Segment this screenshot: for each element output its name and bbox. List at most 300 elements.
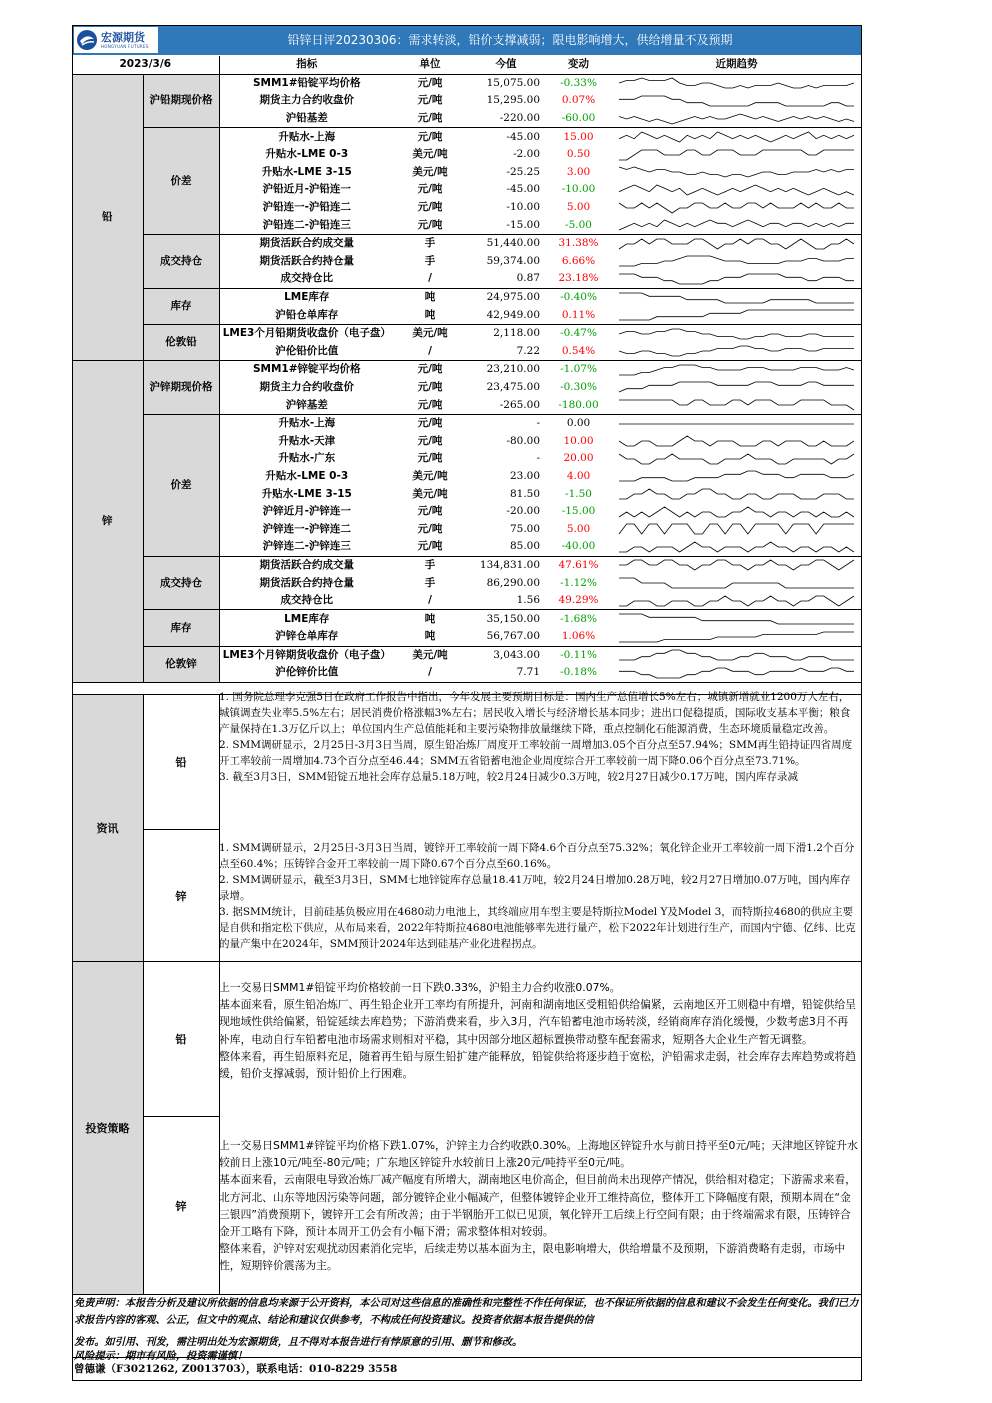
- trend-sparkline: [617, 629, 856, 645]
- group-label: 价差: [143, 128, 219, 235]
- indicator-change: -1.07%: [560, 363, 597, 376]
- indicator-trend: [611, 485, 862, 503]
- trend-line: [619, 114, 854, 124]
- indicator-name: LME3个月铅期货收盘价（电子盘）: [222, 327, 391, 340]
- indicator-change: -1.12%: [560, 576, 597, 589]
- indicator-unit: 吨: [394, 306, 466, 324]
- indicator-trend: [611, 181, 862, 199]
- indicator-change: 20.00: [563, 452, 594, 465]
- trend-line: [619, 274, 854, 284]
- indicator-unit: 美元/吨: [412, 165, 448, 178]
- report-sheet: [72, 25, 862, 1381]
- trend-line: [619, 400, 854, 410]
- trend-line: [619, 560, 854, 570]
- indicator-trend: [611, 343, 862, 361]
- indicator-trend: [611, 146, 862, 164]
- group-label: 伦敦铅: [143, 324, 219, 360]
- indicator-value: -25.25: [506, 165, 541, 178]
- indicator-change: 0.54%: [546, 343, 611, 361]
- indicator-value: 7.22: [466, 343, 546, 361]
- indicator-name: 沪锌连二-沪锌连三: [219, 538, 394, 556]
- strategy-section: [72, 961, 862, 1294]
- trend-line: [619, 489, 854, 499]
- indicator-value: 15,075.00: [486, 76, 541, 89]
- trend-line: [619, 78, 854, 88]
- indicator-value: 23,210.00: [486, 363, 541, 376]
- news-zinc-label: 锌: [143, 830, 220, 962]
- news-section: [72, 691, 862, 961]
- indicator-unit: 元/吨: [417, 434, 443, 447]
- indicator-unit: 元/吨: [417, 201, 443, 214]
- indicator-unit: 手: [424, 254, 436, 267]
- table-row: [72, 324, 862, 342]
- indicator-name: 沪铅基差: [219, 110, 394, 128]
- indicator-name: 期货活跃合约持仓量: [259, 576, 355, 589]
- trend-line: [619, 293, 854, 303]
- indicator-name: 沪铅近月-沪铅连一: [262, 183, 351, 196]
- trend-sparkline: [617, 164, 856, 180]
- indicator-value: 1.56: [466, 592, 546, 610]
- indicator-trend: [611, 556, 862, 574]
- indicator-name: 沪锌近月-沪锌连一: [262, 505, 351, 518]
- indicator-change: -0.18%: [546, 664, 611, 682]
- indicator-value: -15.00: [466, 216, 546, 234]
- trend-sparkline: [617, 236, 856, 252]
- trend-sparkline: [617, 665, 856, 681]
- logo-icon: [76, 29, 98, 51]
- news-zinc-item: 3. 据SMM统计，目前硅基负极应用在4680动力电池上，其终端应用车型主要是特斯拉Model Y及Model 3，而特斯拉4680的供应主要是自供和指定松下供应，从布局来看，2022年特斯拉4680电池能够率先进行量产，松下2022年计划进行生产，而国内宁德、亿纬、比克的量产集中在2024年，SMM预计2024年达到硅基产业化进程拐点。: [219, 906, 856, 950]
- news-lead-label: 铅: [143, 695, 220, 830]
- group-label: 沪锌期现价格: [143, 361, 219, 415]
- strategy-zinc-body: [219, 1137, 858, 1293]
- indicator-value: 3,043.00: [493, 648, 541, 661]
- trend-line: [619, 203, 854, 213]
- indicator-name: 沪铅仓单库存: [219, 306, 394, 324]
- trend-line: [619, 96, 854, 106]
- trend-line: [619, 507, 854, 517]
- strategy-zinc-item: 整体来看，沪锌对宏观扰动因素消化完毕，后续走势以基本面为主，限电影响增大，供给增量不及预期，下游消费略有走弱，市场中性，短期锌价震荡为主。: [219, 1242, 846, 1273]
- indicator-unit: 元/吨: [417, 363, 443, 376]
- indicator-trend: [611, 628, 862, 646]
- indicator-change: -1.68%: [560, 612, 597, 625]
- indicator-change: 0.07%: [561, 94, 596, 107]
- indicator-unit: 元/吨: [417, 183, 443, 196]
- indicator-unit: 元/吨: [417, 94, 443, 107]
- trend-sparkline: [617, 504, 856, 520]
- indicator-name: 升贴水-LME 0-3: [265, 148, 349, 161]
- indicator-change: 0.50: [566, 148, 591, 161]
- indicator-table: [72, 56, 862, 683]
- strategy-lead-label: 铅: [143, 962, 220, 1117]
- indicator-name: 成交持仓比: [219, 592, 394, 610]
- indicator-trend: [611, 503, 862, 521]
- indicator-unit: 元/吨: [417, 505, 443, 518]
- indicator-trend: [611, 110, 862, 128]
- news-lead-item: 1. 国务院总理李克强5日在政府工作报告中指出，今年发展主要预期目标是：国内生产总值增长5%左右；城镇新增就业1200万人左右，城镇调查失业率5.5%左右；居民消费价格涨幅3%左右；居民收入增长与经济增长基本同步；进出口促稳提质，国际收支基本平衡；粮食产量保持在1.3万亿斤以上；单位国内生产总值能耗和主要污染物排放量继续下降，重点控制化石能源消费，生态环境质量稳定改善。: [219, 691, 851, 735]
- trend-line: [619, 524, 854, 534]
- table-row: [72, 610, 862, 628]
- indicator-trend: [611, 664, 862, 682]
- indicator-change: -0.33%: [560, 76, 597, 89]
- indicator-name: 沪锌连一-沪锌连二: [262, 522, 351, 535]
- disclaimer: [72, 1294, 862, 1362]
- trend-sparkline: [617, 486, 856, 502]
- indicator-value: -220.00: [466, 110, 546, 128]
- indicator-name: 升贴水-LME 3-15: [261, 165, 352, 178]
- trend-sparkline: [617, 129, 856, 145]
- indicator-trend: [611, 646, 862, 664]
- logo-name: 宏源期货: [101, 30, 145, 44]
- indicator-unit: /: [394, 343, 466, 361]
- indicator-unit: 美元/吨: [412, 469, 448, 482]
- indicator-change: -0.30%: [560, 380, 597, 393]
- news-label: 资讯: [72, 695, 144, 961]
- trend-line: [619, 167, 854, 177]
- table-row: [72, 128, 862, 146]
- indicator-name: 升贴水-上海: [278, 130, 336, 143]
- indicator-trend: [611, 324, 862, 342]
- trend-line: [619, 239, 854, 249]
- trend-sparkline: [617, 647, 856, 663]
- indicator-unit: 吨: [394, 628, 466, 646]
- trend-line: [619, 185, 854, 195]
- indicator-name: 期货活跃合约成交量: [259, 558, 355, 571]
- trend-sparkline: [617, 539, 856, 555]
- company-logo: [74, 27, 158, 53]
- news-zinc-body: [219, 840, 858, 960]
- table-row: [72, 361, 862, 379]
- indicator-change: -60.00: [546, 110, 611, 128]
- indicator-name: 沪锌仓单库存: [219, 628, 394, 646]
- trend-line: [619, 614, 854, 624]
- trend-line: [619, 632, 854, 642]
- strategy-zinc-label: 锌: [143, 1117, 220, 1295]
- trend-line: [619, 668, 854, 678]
- trend-sparkline: [617, 397, 856, 413]
- disclaimer-publish: 发布。如引用、刊发，需注明出处为宏源期货，且不得对本报告进行有悖原意的引用、删节和修改。: [74, 1337, 523, 1348]
- indicator-change: 6.66%: [561, 254, 596, 267]
- indicator-unit: 手: [424, 558, 436, 571]
- indicator-change: -40.00: [546, 538, 611, 556]
- indicator-trend: [611, 199, 862, 217]
- news-zinc-item: 1. SMM调研显示，2月25日-3月3日当周，镀锌开工率较前一周下降4.6个百分点至75.32%；氧化锌企业开工率较前一周下滑1.2个百分点至60.4%；压铸锌合金开工率较前一周下降0.67个百分点至60.16%。: [219, 842, 855, 870]
- trend-line: [619, 596, 854, 606]
- indicator-unit: 元/吨: [417, 417, 443, 430]
- indicator-value: -45.00: [506, 183, 541, 196]
- trend-sparkline: [617, 468, 856, 484]
- indicator-value: 85.00: [466, 538, 546, 556]
- logo-name-en: HONGYUAN FUTURES: [101, 43, 149, 49]
- strategy-lead-body: [219, 979, 858, 1117]
- indicator-trend: [611, 270, 862, 288]
- indicator-unit: /: [394, 592, 466, 610]
- strategy-lead-item: 上一交易日SMM1#铅锭平均价格较前一日下跌0.33%，沪铅主力合约收涨0.07%。: [219, 981, 621, 994]
- table-header-row: [72, 56, 862, 74]
- strategy-lead-item: 基本面来看，原生铅冶炼厂、再生铅企业开工率均有所提升，河南和湖南地区受粗铅供给偏紧，云南地区开工则稳中有增，铅锭供给呈现地域性供给偏紧，铅锭延续去库趋势；下游消费来看，步入3月，汽车铅蓄电池市场转淡，经销商库存消化缓慢，少数考虑3月不再补库，电动自行车铅蓄电池市场需求则相对平稳，其中因部分地区超标置换带动整车配套需求，短期各大企业生产暂无调整。: [219, 998, 857, 1046]
- indicator-unit: /: [394, 664, 466, 682]
- trend-sparkline: [617, 111, 856, 127]
- indicator-name: 沪锌基差: [219, 396, 394, 414]
- indicator-unit: 吨: [424, 612, 436, 625]
- trend-sparkline: [617, 343, 856, 359]
- trend-sparkline: [617, 326, 856, 342]
- indicator-trend: [611, 396, 862, 414]
- trend-line: [619, 132, 854, 142]
- indicator-trend: [611, 288, 862, 306]
- group-label: 成交持仓: [143, 556, 219, 610]
- trend-line: [619, 542, 854, 552]
- indicator-unit: 美元/吨: [412, 327, 448, 340]
- trend-sparkline: [617, 182, 856, 198]
- indicator-value: 59,374.00: [486, 254, 541, 267]
- indicator-name: 期货活跃合约成交量: [259, 237, 355, 250]
- indicator-change: 10.00: [563, 434, 594, 447]
- strategy-zinc-item: 上一交易日SMM1#锌锭平均价格下跌1.07%，沪锌主力合约收跌0.30%。上海地区锌锭升水与前日持平至0元/吨；天津地区锌锭升水较前日上涨10元/吨至-80元/吨；广东地区锌锭升水较前日上涨20元/吨持平至0元/吨。: [219, 1139, 858, 1170]
- indicator-unit: 元/吨: [417, 452, 443, 465]
- indicator-change: 5.00: [566, 201, 591, 214]
- indicator-trend: [611, 74, 862, 92]
- indicator-unit: 元/吨: [417, 76, 443, 89]
- indicator-name: 沪铅连一-沪铅连二: [262, 201, 351, 214]
- indicator-unit: 元/吨: [394, 110, 466, 128]
- indicator-change: -5.00: [546, 216, 611, 234]
- indicator-change: -180.00: [546, 396, 611, 414]
- risk-warning: 风险提示：期市有风险，投资需谨慎！: [74, 1351, 248, 1362]
- indicator-unit: 元/吨: [394, 396, 466, 414]
- indicator-name: 期货主力合约收盘价: [259, 380, 355, 393]
- indicator-trend: [611, 414, 862, 432]
- indicator-trend: [611, 92, 862, 110]
- trend-sparkline: [617, 200, 856, 216]
- trend-sparkline: [617, 93, 856, 109]
- indicator-name: 升贴水-上海: [278, 417, 336, 430]
- indicator-value: 35,150.00: [486, 612, 541, 625]
- indicator-change: 5.00: [566, 522, 591, 535]
- indicator-change: -10.00: [561, 183, 596, 196]
- indicator-trend: [611, 468, 862, 486]
- indicator-change: 3.00: [566, 165, 591, 178]
- header-value: 今值: [466, 56, 546, 74]
- indicator-value: 56,767.00: [466, 628, 546, 646]
- news-lead-item: 3. 截至3月3日，SMM铅锭五地社会库存总量5.18万吨，较2月24日减少0.3万吨，较2月27日减少0.17万吨，国内库存录减: [219, 771, 798, 783]
- indicator-trend: [611, 610, 862, 628]
- indicator-trend: [611, 592, 862, 610]
- group-label: 伦敦锌: [143, 646, 219, 682]
- indicator-change: -0.11%: [560, 648, 597, 661]
- trend-line: [619, 150, 854, 160]
- group-label: 库存: [143, 610, 219, 646]
- indicator-value: -2.00: [513, 148, 541, 161]
- indicator-trend: [611, 253, 862, 271]
- trend-line: [619, 220, 854, 230]
- header-indicator: 指标: [219, 56, 394, 74]
- trend-sparkline: [617, 362, 856, 378]
- indicator-name: 升贴水-天津: [278, 434, 336, 447]
- trend-line: [619, 256, 854, 266]
- zinc-category-label: 锌: [72, 361, 143, 683]
- indicator-change: -0.40%: [560, 291, 597, 304]
- strategy-label: 投资策略: [72, 962, 144, 1294]
- indicator-name: 期货活跃合约持仓量: [259, 254, 355, 267]
- trend-sparkline: [617, 75, 856, 91]
- trend-line: [619, 382, 854, 392]
- indicator-trend: [611, 379, 862, 397]
- indicator-value: -20.00: [506, 505, 541, 518]
- indicator-trend: [611, 450, 862, 468]
- trend-sparkline: [617, 253, 856, 269]
- indicator-unit: 手: [424, 576, 436, 589]
- indicator-trend: [611, 216, 862, 234]
- disclaimer-text: 免责声明：本报告分析及建议所依据的信息均来源于公开资料，本公司对这些信息的准确性和完整性不作任何保证，也不保证所依据的信息和建议不会发生任何变化。我们已力求报告内容的客观、公正，但文中的观点、结论和建议仅供参考，不构成任何投资建议。投资者依据本报告提供的信: [74, 1298, 859, 1326]
- trend-sparkline: [617, 290, 856, 306]
- indicator-value: 86,290.00: [486, 576, 541, 589]
- indicator-change: 47.61%: [558, 558, 599, 571]
- indicator-value: -80.00: [506, 434, 541, 447]
- indicator-name: SMM1#锌锭平均价格: [252, 363, 361, 376]
- indicator-change: 49.29%: [546, 592, 611, 610]
- header-trend: 近期趋势: [611, 56, 862, 74]
- indicator-value: 81.50: [509, 487, 541, 500]
- indicator-unit: 手: [424, 237, 436, 250]
- indicator-name: 升贴水-LME 3-15: [261, 487, 352, 500]
- indicator-name: SMM1#铅锭平均价格: [252, 76, 361, 89]
- indicator-trend: [611, 520, 862, 538]
- group-label: 沪铅期现价格: [143, 74, 219, 128]
- indicator-name: 沪伦锌价比值: [219, 664, 394, 682]
- trend-line: [619, 310, 854, 320]
- trend-line: [619, 650, 854, 660]
- indicator-name: LME3个月锌期货收盘价（电子盘）: [222, 648, 391, 661]
- indicator-trend: [611, 361, 862, 379]
- header-unit: 单位: [394, 56, 466, 74]
- trend-sparkline: [617, 147, 856, 163]
- header-change: 变动: [546, 56, 611, 74]
- trend-line: [619, 436, 854, 446]
- indicator-name: LME库存: [284, 612, 330, 625]
- indicator-value: 7.71: [466, 664, 546, 682]
- analyst-footer: 曾德谦（F3021262, Z0013703），联系电话：010-8229 3558: [72, 1357, 862, 1381]
- trend-line: [619, 329, 854, 339]
- indicator-change: -1.50: [565, 487, 592, 500]
- indicator-unit: 元/吨: [417, 130, 443, 143]
- indicator-unit: 美元/吨: [412, 148, 448, 161]
- indicator-value: 23,475.00: [486, 380, 541, 393]
- table-row: [72, 288, 862, 306]
- indicator-value: 51,440.00: [486, 237, 541, 250]
- strategy-lead-item: 整体来看，再生铅原料充足，随着再生铅与原生铅扩建产能释放，铅锭供给将逐步趋于宽松，沪铅需求走弱，社会库存去库趋势或将趋缓，铅价支撑减弱，预计铅价上行困难。: [219, 1049, 857, 1081]
- indicator-value: 134,831.00: [479, 558, 541, 571]
- indicator-change: 1.06%: [546, 628, 611, 646]
- indicator-name: 升贴水-广东: [278, 452, 336, 465]
- table-row: [72, 414, 862, 432]
- indicator-change: 23.18%: [546, 270, 611, 288]
- indicator-trend: [611, 538, 862, 556]
- trend-sparkline: [617, 557, 856, 573]
- table-row: [72, 234, 862, 252]
- news-lead-body: [219, 689, 858, 829]
- indicator-change: 31.38%: [558, 237, 599, 250]
- table-row: [72, 646, 862, 664]
- indicator-unit: 美元/吨: [412, 487, 448, 500]
- table-row: [72, 74, 862, 92]
- indicator-name: 升贴水-LME 0-3: [265, 469, 349, 482]
- indicator-name: LME库存: [284, 291, 330, 304]
- indicator-trend: [611, 128, 862, 146]
- indicator-value: 75.00: [509, 522, 541, 535]
- indicator-value: 24,975.00: [486, 291, 541, 304]
- indicator-trend: [611, 432, 862, 450]
- indicator-value: -10.00: [506, 201, 541, 214]
- indicator-value: 0.87: [466, 270, 546, 288]
- strategy-zinc-item: 基本面来看，云南限电导致冶炼厂减产幅度有所增大，湖南地区电价高企，但目前尚未出现停产情况，供给相对稳定；下游需求来看，北方河北、山东等地因污染等问题，部分镀锌企业小幅减产，但整体镀锌企业开工维持高位，整体开工下降幅度有限，预期本周在“金三银四”消费预期下，镀锌开工会有所改善；由于半钢胎开工似已见顶，氧化锌开工后续上行空间有限；由于终端需求有限，压铸锌合金开工略有下降，预计本周开工仍会有小幅下滑；需求整体相对较弱。: [219, 1173, 857, 1239]
- trend-sparkline: [617, 611, 856, 627]
- indicator-value: -: [536, 452, 541, 465]
- news-lead-item: 2. SMM调研显示，2月25日-3月3日当周，原生铅冶炼厂周度开工率较前一周增加3.05个百分点至57.94%；SMM再生铅持证四省周度开工率较前一周增加4.73个百分点至46.44；SMM五省铅蓄电池企业周度综合开工率较前一周下降0.06个百分点至73.71%。: [219, 739, 853, 767]
- trend-sparkline: [617, 593, 856, 609]
- report-title: 铅锌日评20230306：需求转淡，铅价支撑减弱；限电影响增大，供给增量不及预期: [287, 33, 733, 47]
- indicator-unit: /: [394, 270, 466, 288]
- indicator-unit: 美元/吨: [412, 648, 448, 661]
- indicator-value: 2,118.00: [493, 327, 541, 340]
- trend-sparkline: [617, 416, 856, 432]
- trend-line: [619, 578, 854, 588]
- group-label: 价差: [143, 414, 219, 556]
- indicator-name: 沪伦铅价比值: [219, 343, 394, 361]
- lead-category-label: 铅: [72, 74, 143, 361]
- indicator-change: 4.00: [566, 469, 591, 482]
- indicator-name: 成交持仓比: [219, 270, 394, 288]
- indicator-unit: 元/吨: [417, 380, 443, 393]
- indicator-trend: [611, 574, 862, 592]
- table-row: [72, 556, 862, 574]
- indicator-change: -0.47%: [560, 327, 597, 340]
- report-header: [72, 25, 862, 55]
- trend-sparkline: [617, 271, 856, 287]
- trend-line: [619, 454, 854, 464]
- trend-sparkline: [617, 575, 856, 591]
- trend-sparkline: [617, 307, 856, 323]
- indicator-change: 0.11%: [546, 306, 611, 324]
- trend-sparkline: [617, 217, 856, 233]
- news-zinc-item: 2. SMM调研显示，截至3月3日，SMM七地锌锭库存总量18.41万吨，较2月24日增加0.28万吨，较2月27日增加0.07万吨，国内库存录增。: [219, 874, 851, 902]
- indicator-value: -45.00: [506, 130, 541, 143]
- trend-sparkline: [617, 451, 856, 467]
- indicator-value: -265.00: [466, 396, 546, 414]
- indicator-value: 42,949.00: [466, 306, 546, 324]
- trend-sparkline: [617, 521, 856, 537]
- indicator-name: 沪铅连二-沪铅连三: [219, 216, 394, 234]
- report-date: 2023/3/6: [72, 56, 219, 74]
- trend-line: [619, 365, 854, 375]
- indicator-trend: [611, 164, 862, 182]
- group-label: 成交持仓: [143, 234, 219, 288]
- indicator-unit: 元/吨: [394, 538, 466, 556]
- trend-line: [619, 471, 854, 481]
- indicator-unit: 元/吨: [394, 216, 466, 234]
- trend-sparkline: [617, 379, 856, 395]
- group-label: 库存: [143, 288, 219, 324]
- indicator-value: 15,295.00: [486, 94, 541, 107]
- trend-sparkline: [617, 433, 856, 449]
- indicator-value: -: [536, 417, 541, 430]
- trend-line: [619, 346, 854, 356]
- indicator-change: 0.00: [566, 417, 591, 430]
- indicator-trend: [611, 234, 862, 252]
- indicator-change: 15.00: [563, 130, 594, 143]
- indicator-unit: 吨: [424, 291, 436, 304]
- indicator-value: 23.00: [509, 469, 541, 482]
- indicator-unit: 元/吨: [417, 522, 443, 535]
